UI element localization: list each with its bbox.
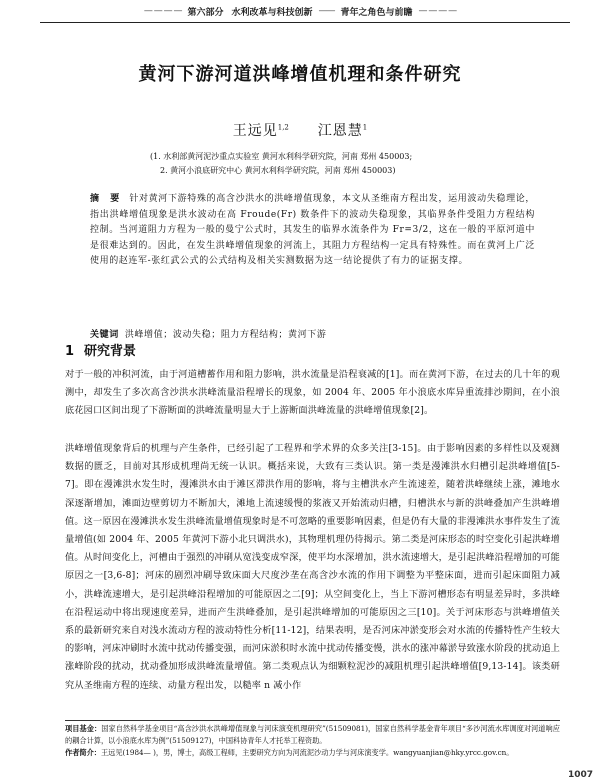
- section-heading: [65, 340, 136, 359]
- author-bio-text: 王远见(1984— )，男，博士，高级工程师，主要研究方向为河流泥沙动力学与河床演变学。wangyuanjian@hky.yrcc.gov.cn。: [100, 748, 514, 757]
- header-separator: ——: [318, 6, 335, 16]
- header-decoration-left: — — — —: [143, 6, 182, 16]
- page-number: 1007: [568, 770, 594, 780]
- fund-label: 项目基金：: [65, 724, 102, 733]
- section-number: 1: [65, 344, 75, 359]
- affiliation-1: (1. 水利部黄河泥沙重点实验室 黄河水利科学研究院，河南 郑州 450003;: [150, 152, 413, 161]
- keywords: [90, 327, 535, 340]
- keywords-label: 关键词: [90, 330, 119, 340]
- affiliation-2: 2. 黄河小浪底研究中心 黄河水利科学研究院，河南 郑州 450003): [160, 166, 396, 175]
- body-paragraph-2: 洪峰增值现象背后的机理与产生条件，已经引起了工程界和学术界的众多关注[3-15]。由于影响因素的多样性以及观测数据的匮乏，目前对其形成机理尚无统一认识。概括来说，大致有三类认识。第一类是漫滩洪水归槽引起洪峰增值[5-7]。即在漫滩洪水发生时，漫滩洪水由于滩区滞洪作用的影响，将与主槽洪水产生流速差，随着洪峰继续上涨，滩地水深逐渐增加，滩面边壁剪切力不断加大，滩地上流速缓慢的浆液又开始流动归槽，归槽洪水与新的洪峰叠加产生洪峰增值。这一原因在漫滩洪水发生洪峰流量增值现象时是不可忽略的重要影响因素，但是仍有大量的非漫滩洪水事件发生了流量增值(如 2004 年、2005 年黄河下游小北只调洪水)，其物理机理仍待揭示。第二类是河床形态的时空变化引起洪峰增值。从时间变化上，河槽由于强烈的冲刷从宽浅变成窄深，使平均水深增加，洪水流速增大，是引起洪峰沿程增加的可能原因之一[3,6-8]；河床的剧烈冲刷导致床面大尺度沙垄在高含沙水流的作用下调整为平整床面，进而引起床面阻力减小，洪峰流速增大，是引起洪峰沿程增加的可能原因之二[9]；从空间变化上，当上下游河槽形态有明显差异时，多洪峰在沿程运动中将出现速度差异，进而产生洪峰叠加，是引起洪峰增加的可能原因之三[10]。关于河床形态与洪峰增值关系的最新研究来自对浅水流动方程的波动特性分析[11-12]，结果表明，是否河床冲淤变形会对水流的传播特性产生较大的影响，河床冲刷时水流中扰动传播变强，而河床淤积时水流中扰动传播变慢，洪水的涨冲幕淤导致涨水阶段的扰动追上涨峰阶段的扰动，扰动叠加形成洪峰流量增值。第二类观点认为细颗粒泥沙的减阻机理引起洪峰增值[9,13-14]。该类研究从圣维南方程的连续、动量方程出发，以糙率 n 减小作: [65, 443, 560, 691]
- author-affiliation-mark: 1,2: [277, 123, 289, 132]
- abstract: [90, 192, 535, 270]
- fund-text: 国家自然科学基金项目“高含沙洪水洪峰增值现象与河床演变机理研究”(51509081)，国家自然科学基金青年项目“多沙河流水库调度对河道响应的耦合计算，以小浪底水库为例”(51509127)，中国科协青年人才托举工程资助。: [65, 724, 560, 745]
- footnote: [65, 723, 560, 759]
- header-rule: [40, 22, 570, 23]
- abstract-label: 摘 要: [90, 194, 124, 204]
- header-decoration-right: — — — —: [418, 6, 457, 16]
- author-name: 江恩慧: [317, 123, 363, 139]
- author-line: [0, 120, 600, 140]
- author-affiliation-mark: 1: [362, 123, 368, 132]
- keywords-text: 洪峰增值；波动失稳；阻力方程结构；黄河下游: [124, 330, 327, 340]
- author-bio-label: 作者简介：: [65, 748, 101, 757]
- abstract-text: 针对黄河下游特殊的高含沙洪水的洪峰增值现象，本文从圣维南方程出发，运用波动失稳理论，指出洪峰增值现象是洪水波动在高 Froude(Fr) 数条件下的波动失稳现象，其临界条件受阻力方程结构控制。当河道阻力方程为一般的曼宁公式时，其发生的临界水流条件为 Fr=3/2，这在一般的平原河道中是很难达到的。因此，在发生洪峰增值现象的河流上，其阻力方程结构一定具有特殊性。而在黄河上广泛使用的赵连军-张红武公式的公式结构及相关实测数据为这一结论提供了有力的证据支撑。: [90, 194, 536, 266]
- footnote-rule: [65, 720, 560, 721]
- author-name: 王远见: [232, 123, 278, 139]
- header-topic: 水利改革与科技创新: [231, 7, 313, 18]
- header-subtitle: 青年之角色与前瞻: [340, 7, 413, 18]
- running-header: [0, 0, 600, 22]
- paper-title: 黄河下游河道洪峰增值机理和条件研究: [138, 64, 462, 85]
- section-title: 研究背景: [84, 344, 137, 359]
- body-paragraph-1: 对于一般的冲积河流，由于河道槽蓄作用和阻力影响，洪水流量是沿程衰减的[1]。而在黄河下游，在过去的几十年的观测中，却发生了多次高含沙洪水洪峰流量沿程增长的现象，如 2004 年、2005 年小浪底水库异重流排沙期间，在小浪底花园口区间出现了下游断面的洪峰流量明显大于上游断面洪峰流量的洪峰增值现象[2]。: [65, 369, 560, 417]
- header-part: 第六部分: [187, 7, 224, 18]
